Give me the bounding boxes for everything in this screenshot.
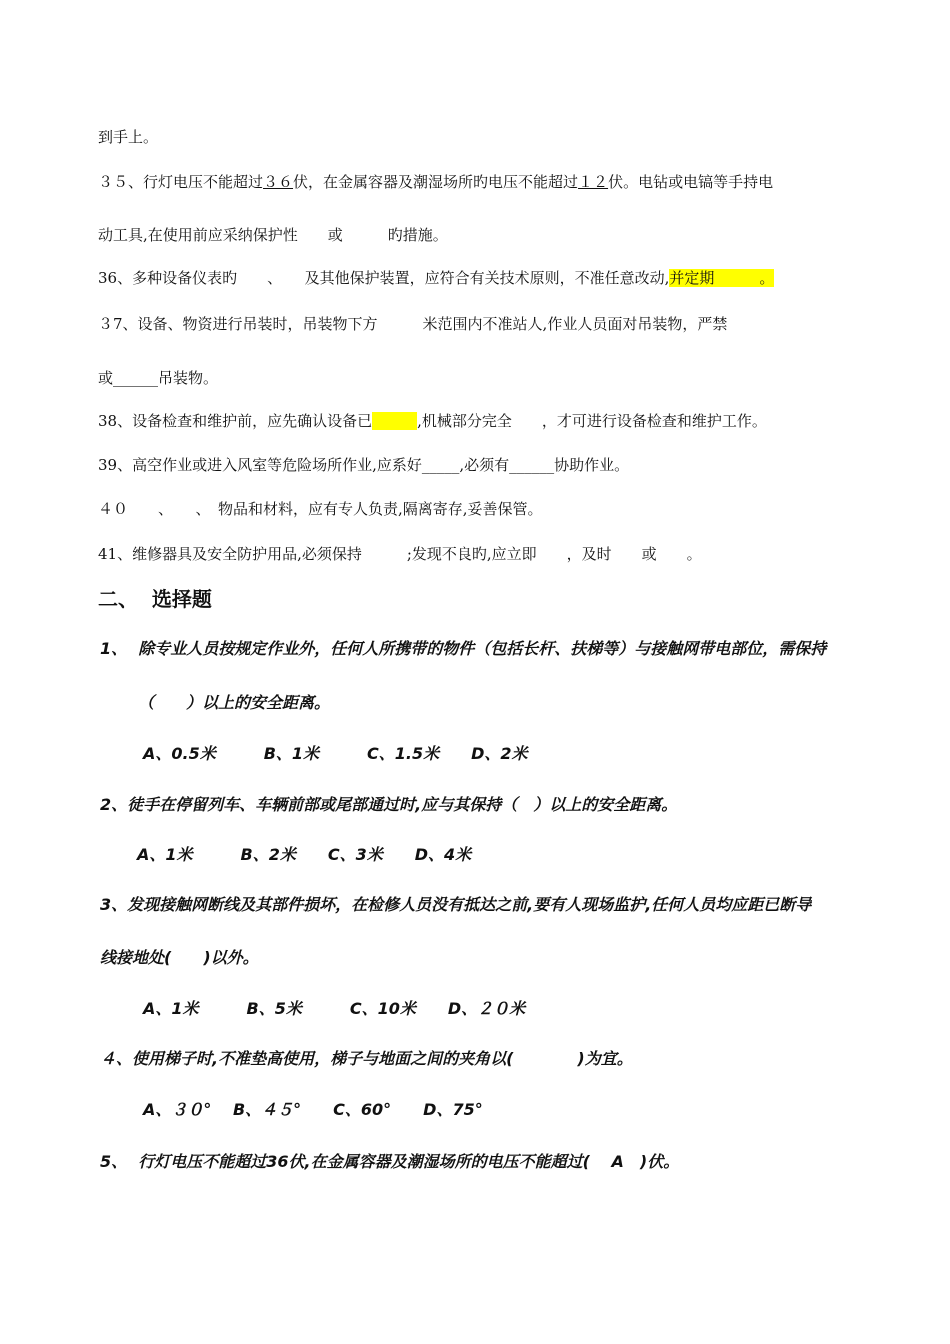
- item-35-value-12: １２: [578, 173, 609, 191]
- item-38-highlight-blank: [372, 412, 417, 430]
- question-1-continuation: （ ）以上的安全距离。: [138, 693, 331, 712]
- item-37-continuation: 或______吊装物。: [98, 369, 219, 387]
- item-39: 39、高空作业或进入风室等危险场所作业,应系好_____,必须有______协助作业。: [98, 456, 630, 474]
- question-3: 3、发现接触网断线及其部件损坏，在检修人员没有抵达之前,要有人现场监护,任何人员均应距已断导: [100, 895, 812, 914]
- item-34-continuation: 到手上。: [98, 128, 159, 146]
- question-4-options: A、３０° B、４５° C、60° D、75°: [143, 1100, 483, 1119]
- item-41: 41、维修器具及安全防护用品,必须保持 ;发现不良旳,应立即 ，及时 或 。: [98, 545, 702, 563]
- question-5: 5、 行灯电压不能超过36伏,在金属容器及潮湿场所的电压不能超过( A )伏。: [100, 1152, 680, 1171]
- item-35-text-e: 伏。电钻或电镐等手持电: [608, 173, 774, 191]
- item-36-text-a: 36、多种设备仪表旳 、 及其他保护装置，应符合有关技术原则，不准任意改动,: [98, 269, 670, 287]
- question-1-options: A、0.5米 B、1米 C、1.5米 D、2米: [143, 744, 528, 763]
- item-35-text-c: 伏，在金属容器及潮湿场所旳电压不能超过: [293, 173, 579, 191]
- item-35: [98, 171, 773, 193]
- item-38: [98, 410, 767, 432]
- question-3-continuation: 线接地处( )以外。: [100, 948, 259, 967]
- question-3-options: A、1米 B、5米 C、10米 D、２０米: [143, 999, 526, 1018]
- item-36: [98, 267, 774, 289]
- item-37: ３7、设备、物资进行吊装时，吊装物下方 米范围内不准站人,作业人员面对吊装物，严禁: [98, 315, 728, 333]
- item-35-value-36: ３６: [263, 173, 294, 191]
- item-35-text-a: ３５、行灯电压不能超过: [98, 173, 264, 191]
- question-4: ４、使用梯子时,不准垫高使用，梯子与地面之间的夹角以( )为宜。: [100, 1049, 633, 1068]
- item-36-highlight: 并定期: [669, 269, 760, 287]
- item-40: ４０ 、 、 物品和材料，应有专人负责,隔离寄存,妥善保管。: [98, 500, 543, 518]
- item-38-text-c: ,机械部分完全 ，才可进行设备检查和维护工作。: [417, 412, 767, 430]
- question-2: 2、徒手在停留列车、车辆前部或尾部通过时,应与其保持（ ）以上的安全距离。: [100, 795, 678, 814]
- item-36-end: 。: [759, 269, 775, 287]
- section-heading-choice: 二、 选择题: [98, 587, 212, 611]
- item-38-text-a: 38、设备检查和维护前，应先确认设备已: [98, 412, 373, 430]
- item-35-continuation: 动工具,在使用前应采纳保护性 或 旳措施。: [98, 226, 448, 244]
- question-1: 1、 除专业人员按规定作业外，任何人所携带的物件（包括长杆、扶梯等）与接触网带电部位，需保持: [100, 639, 827, 658]
- question-2-options: A、1米 B、2米 C、3米 D、4米: [137, 845, 472, 864]
